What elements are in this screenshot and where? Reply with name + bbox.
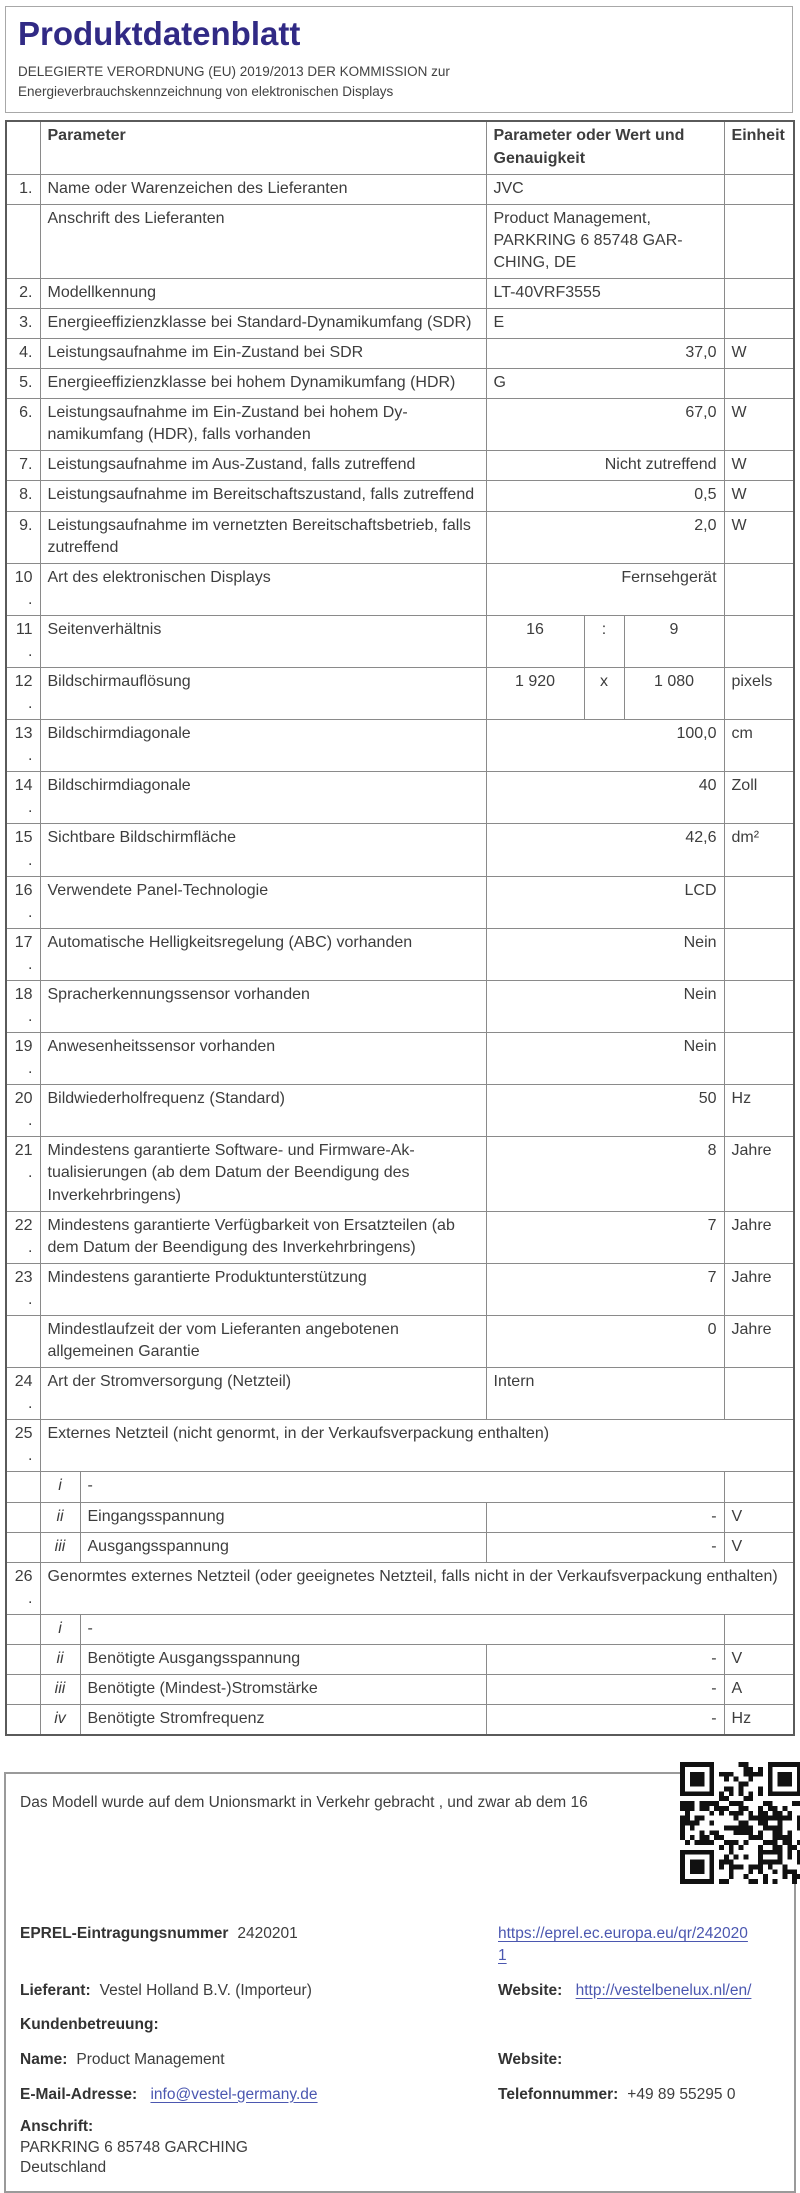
website-label: Website: [498, 1981, 563, 1999]
table-cell: 17. [6, 928, 40, 980]
email-link[interactable]: info@vestel-germany.de [150, 2085, 318, 2103]
name-row [20, 2049, 780, 2071]
table-cell: 22. [6, 1211, 40, 1263]
table-cell: Jahre [724, 1211, 794, 1263]
table-cell: Mindestens garantierte Produktunterstützung [40, 1263, 486, 1315]
table-cell: cm [724, 720, 794, 772]
table-cell [6, 1674, 40, 1704]
table-cell: 6. [6, 399, 40, 451]
table-cell: Art der Stromversorgung (Netzteil) [40, 1368, 486, 1420]
table-cell: Art des elektronischen Displays [40, 563, 486, 615]
table-cell: W [724, 451, 794, 481]
table-cell: 19. [6, 1033, 40, 1085]
table-cell: Sichtbare Bildschirmfläche [40, 824, 486, 876]
table-cell: - [80, 1614, 724, 1644]
table-cell: Jahre [724, 1263, 794, 1315]
table-cell: V [724, 1502, 794, 1532]
table-cell: 40 [486, 772, 724, 824]
table-cell [724, 928, 794, 980]
eprel-label: EPREL-Eintragungsnummer [20, 1925, 229, 1943]
table-cell [6, 1502, 40, 1532]
table-row [6, 204, 794, 278]
table-cell: Mindestens garantierte Verfügbarkeit von Ersatzteilen (ab dem Datum der Beendigung des Inverkehrbringens) [40, 1211, 486, 1263]
table-cell [724, 278, 794, 308]
table-cell: 5. [6, 369, 40, 399]
lieferant-row [20, 1980, 780, 2002]
table-cell: 21. [6, 1137, 40, 1211]
table-cell: 7 [486, 1211, 724, 1263]
table-cell: Energieeffizienzklasse bei Standard-Dynamikumfang (SDR) [40, 308, 486, 338]
lieferant-field [20, 1980, 498, 2002]
table-cell [724, 1614, 794, 1644]
table-row [6, 121, 794, 174]
table-row [6, 399, 794, 451]
table-cell: - [486, 1674, 724, 1704]
table-row [6, 1033, 794, 1085]
table-cell: Anwesenheitssensor vorhanden [40, 1033, 486, 1085]
table-cell: Externes Netzteil (nicht genormt, in der Verkaufsverpackung enthalten) [40, 1420, 794, 1472]
website-field [498, 1980, 780, 2002]
table-cell [724, 308, 794, 338]
table-cell: x [584, 668, 624, 720]
table-cell: 1 080 [624, 668, 724, 720]
table-cell: - [486, 1644, 724, 1674]
email-label: E-Mail-Adresse: [20, 2085, 138, 2103]
table-cell: iii [40, 1532, 80, 1562]
anschrift-line-1: PARKRING 6 85748 GARCHING [20, 2138, 248, 2156]
table-row [6, 1368, 794, 1420]
eprel-link-cell [498, 1923, 780, 1966]
table-cell: 42,6 [486, 824, 724, 876]
table-row [6, 1502, 794, 1532]
table-cell: Leistungsaufnahme im vernetzten Bereitschaftsbetrieb, falls zutreffend [40, 511, 486, 563]
table-cell [724, 615, 794, 667]
table-cell: Parameter [40, 121, 486, 174]
table-cell: W [724, 511, 794, 563]
table-cell: Bildwiederholfrequenz (Standard) [40, 1085, 486, 1137]
table-row [6, 824, 794, 876]
table-cell: Nein [486, 1033, 724, 1085]
table-row [6, 339, 794, 369]
table-cell: Zoll [724, 772, 794, 824]
table-cell: 13. [6, 720, 40, 772]
subtitle-line-2: Energieverbrauchskennzeichnung von elektronischen Displays [18, 84, 394, 100]
table-row [6, 772, 794, 824]
table-cell: 50 [486, 1085, 724, 1137]
table-cell: JVC [486, 174, 724, 204]
regulation-subtitle [18, 62, 780, 103]
anschrift-line-2: Deutschland [20, 2159, 107, 2177]
table-cell: iii [40, 1674, 80, 1704]
table-cell: 10. [6, 563, 40, 615]
table-cell: 9 [624, 615, 724, 667]
table-cell [724, 563, 794, 615]
table-cell: Mindestlaufzeit der vom Lieferanten angebotenen allgemeinen Garantie [40, 1315, 486, 1367]
table-row [6, 451, 794, 481]
anschrift-block [20, 2117, 780, 2178]
table-cell [724, 369, 794, 399]
table-row [6, 174, 794, 204]
table-cell: Benötigte Stromfrequenz [80, 1705, 486, 1736]
table-cell: W [724, 399, 794, 451]
table-row [6, 1532, 794, 1562]
contact-name-field [20, 2049, 498, 2071]
table-cell: Leistungsaufnahme im Bereitschaftszustand, falls zutreffend [40, 481, 486, 511]
table-cell: - [486, 1502, 724, 1532]
table-cell: W [724, 339, 794, 369]
table-cell: Anschrift des Lieferanten [40, 204, 486, 278]
table-cell: 25. [6, 1420, 40, 1472]
table-cell: Bildschirmdiagonale [40, 720, 486, 772]
table-cell: 1. [6, 174, 40, 204]
table-cell: 23. [6, 1263, 40, 1315]
table-cell: Bildschirmdiagonale [40, 772, 486, 824]
table-cell: V [724, 1644, 794, 1674]
table-cell: : [584, 615, 624, 667]
table-cell: Nein [486, 980, 724, 1032]
header-box [5, 6, 793, 113]
table-row [6, 1674, 794, 1704]
subtitle-line-1: DELEGIERTE VERORDNUNG (EU) 2019/2013 DER KOMMISSION zur [18, 63, 450, 79]
table-cell: 0 [486, 1315, 724, 1367]
table-cell: Nicht zutreffend [486, 451, 724, 481]
table-cell [724, 204, 794, 278]
table-row [6, 1644, 794, 1674]
table-cell: Intern [486, 1368, 724, 1420]
table-cell: E [486, 308, 724, 338]
table-cell: - [486, 1705, 724, 1736]
table-cell: 7 [486, 1263, 724, 1315]
kundenbetreuung-label: Kundenbetreuung: [20, 2016, 159, 2034]
table-cell: 9. [6, 511, 40, 563]
table-cell: Modellkennung [40, 278, 486, 308]
eprel-field [20, 1923, 498, 1945]
table-cell: Fernsehgerät [486, 563, 724, 615]
table-cell: Hz [724, 1085, 794, 1137]
table-cell: W [724, 481, 794, 511]
table-row [6, 876, 794, 928]
table-cell: Product Management, PARKRING 6 85748 GARCHING, DE [486, 204, 724, 278]
table-cell: Hz [724, 1705, 794, 1736]
table-cell: Spracherkennungssensor vorhanden [40, 980, 486, 1032]
table-row [6, 668, 794, 720]
table-cell: 18. [6, 980, 40, 1032]
table-row [6, 1137, 794, 1211]
table-cell: 0,5 [486, 481, 724, 511]
table-cell: LCD [486, 876, 724, 928]
table-cell: G [486, 369, 724, 399]
table-cell: 7. [6, 451, 40, 481]
table-row [6, 1263, 794, 1315]
table-cell [724, 1368, 794, 1420]
datasheet-table [5, 120, 795, 1736]
table-cell: ii [40, 1502, 80, 1532]
table-cell: 4. [6, 339, 40, 369]
table-cell: 11. [6, 615, 40, 667]
table-cell [724, 876, 794, 928]
table-cell: Nein [486, 928, 724, 980]
market-row [20, 1792, 780, 1910]
table-row [6, 369, 794, 399]
table-cell: - [80, 1472, 724, 1502]
table-row [6, 1562, 794, 1614]
telefon-field [498, 2084, 780, 2106]
table-cell [6, 1472, 40, 1502]
table-cell: 67,0 [486, 399, 724, 451]
table-cell: Ausgangsspannung [80, 1532, 486, 1562]
table-cell: iv [40, 1705, 80, 1736]
table-cell: Jahre [724, 1137, 794, 1211]
telefon-value: +49 89 55295 0 [627, 2085, 736, 2103]
kundenbetreuung-field [20, 2014, 498, 2036]
email-row [20, 2084, 780, 2106]
table-cell: 24. [6, 1368, 40, 1420]
market-statement: Das Modell wurde auf dem Unionsmarkt in Verkehr gebracht , und zwar ab dem 16 [20, 1794, 588, 1812]
table-row [6, 308, 794, 338]
table-cell [6, 1644, 40, 1674]
table-cell: 1 920 [486, 668, 584, 720]
table-cell: Energieeffizienzklasse bei hohem Dynamikumfang (HDR) [40, 369, 486, 399]
telefon-label: Telefonnummer: [498, 2085, 619, 2103]
table-cell [6, 1315, 40, 1367]
table-cell [6, 121, 40, 174]
eprel-value: 2420201 [237, 1925, 298, 1943]
table-cell: 16. [6, 876, 40, 928]
table-cell: A [724, 1674, 794, 1704]
name-label: Name: [20, 2050, 68, 2068]
table-cell: 8. [6, 481, 40, 511]
table-cell: 2,0 [486, 511, 724, 563]
table-cell [724, 980, 794, 1032]
table-cell: 14. [6, 772, 40, 824]
table-row [6, 481, 794, 511]
table-cell: i [40, 1472, 80, 1502]
table-cell: - [486, 1532, 724, 1562]
table-cell: Seitenverhältnis [40, 615, 486, 667]
table-cell: 26. [6, 1562, 40, 1614]
lieferant-label: Lieferant: [20, 1981, 91, 1999]
table-row [6, 511, 794, 563]
table-row [6, 615, 794, 667]
table-cell: pixels [724, 668, 794, 720]
table-cell: 2. [6, 278, 40, 308]
table-cell: Jahre [724, 1315, 794, 1367]
table-cell: Leistungsaufnahme im Aus-Zustand, falls zutreffend [40, 451, 486, 481]
table-cell: Leistungsaufnahme im Ein-Zustand bei hohem Dynamikumfang (HDR), falls vorhanden [40, 399, 486, 451]
website2-field [498, 2049, 780, 2071]
table-cell: Benötigte Ausgangsspannung [80, 1644, 486, 1674]
table-row [6, 720, 794, 772]
table-cell: i [40, 1614, 80, 1644]
table-cell: 16 [486, 615, 584, 667]
table-cell: Eingangsspannung [80, 1502, 486, 1532]
table-cell: ii [40, 1644, 80, 1674]
lieferant-value: Vestel Holland B.V. (Importeur) [99, 1981, 312, 1999]
datasheet-table-body [6, 121, 794, 1735]
table-cell: Mindestens garantierte Software- und Firmware-Aktualisierungen (ab dem Datum der Beendigung des Inverkehrbringens) [40, 1137, 486, 1211]
table-cell: Einheit [724, 121, 794, 174]
table-cell: Genormtes externes Netzteil (oder geeignetes Netzteil, falls nicht in der Verkaufsverpackung enthalten) [40, 1562, 794, 1614]
table-cell [6, 1705, 40, 1736]
table-row [6, 1211, 794, 1263]
table-cell: Benötigte (Mindest-)Stromstärke [80, 1674, 486, 1704]
table-row [6, 1420, 794, 1472]
name-value: Product Management [76, 2050, 225, 2068]
table-cell: Leistungsaufnahme im Ein-Zustand bei SDR [40, 339, 486, 369]
eprel-row [20, 1923, 780, 1966]
table-row [6, 278, 794, 308]
table-row [6, 980, 794, 1032]
table-cell: V [724, 1532, 794, 1562]
table-row [6, 1472, 794, 1502]
table-cell: Bildschirmauflösung [40, 668, 486, 720]
table-cell: Parameter oder Wert und Genauigkeit [486, 121, 724, 174]
table-row [6, 1085, 794, 1137]
table-cell [6, 1532, 40, 1562]
table-cell: 3. [6, 308, 40, 338]
table-cell: Automatische Helligkeitsregelung (ABC) vorhanden [40, 928, 486, 980]
eprel-qr-link[interactable]: https://eprel.ec.europa.eu/qr/2420201 [498, 1925, 748, 1964]
table-cell: 20. [6, 1085, 40, 1137]
table-cell [724, 174, 794, 204]
table-cell: 8 [486, 1137, 724, 1211]
kundenbetreuung-row [20, 2014, 780, 2036]
table-cell: 37,0 [486, 339, 724, 369]
table-cell: Verwendete Panel-Technologie [40, 876, 486, 928]
table-cell: 12. [6, 668, 40, 720]
table-row [6, 563, 794, 615]
table-cell [724, 1472, 794, 1502]
table-cell: LT-40VRF3555 [486, 278, 724, 308]
email-field [20, 2084, 498, 2106]
table-row [6, 1315, 794, 1367]
table-cell [724, 1033, 794, 1085]
table-row [6, 1614, 794, 1644]
anschrift-label: Anschrift: [20, 2118, 94, 2136]
page-title: Produktdatenblatt [18, 15, 301, 52]
table-cell [6, 204, 40, 278]
supplier-website-link[interactable]: http://vestelbenelux.nl/en/ [575, 1981, 752, 1999]
table-row [6, 928, 794, 980]
table-cell: Name oder Warenzeichen des Lieferanten [40, 174, 486, 204]
table-cell: dm² [724, 824, 794, 876]
table-row [6, 1705, 794, 1736]
website2-label: Website: [498, 2050, 563, 2068]
table-cell: 100,0 [486, 720, 724, 772]
table-cell [6, 1614, 40, 1644]
table-cell: 15. [6, 824, 40, 876]
footer-box [4, 1772, 796, 2192]
